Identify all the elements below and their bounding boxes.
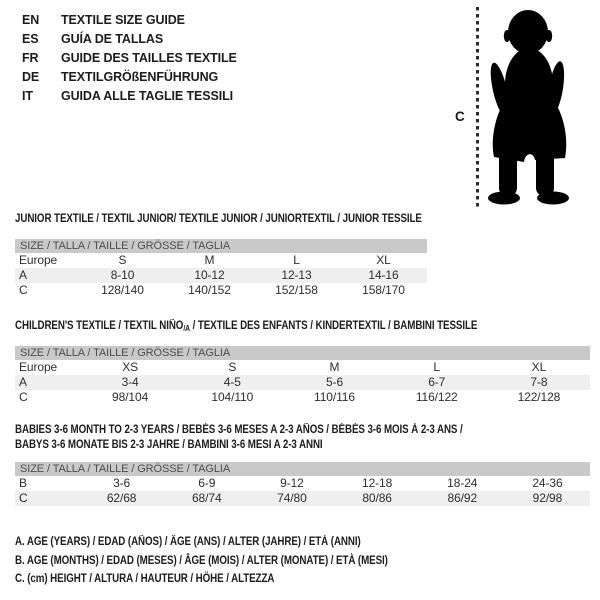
age-cell: 6-7 [428,375,446,389]
size-cell: L [293,253,300,267]
age-cell: 4-5 [223,375,241,389]
height-cell: 80/86 [362,491,392,505]
height-cell: 140/152 [188,283,231,297]
table-row-age [15,375,590,390]
junior-section-title: JUNIOR TEXTILE / TEXTIL JUNIOR/ TEXTILE JUNIOR / JUNIORTEXTIL / JUNIOR TESSILE [15,213,422,225]
language-row-de [22,67,237,86]
legend-line-c: C. (cm) HEIGHT / ALTURA / HAUTEUR / HÖHE / ALTEZZA [15,573,275,585]
months-cell: 12-18 [362,476,393,490]
legend-line-a: A. AGE (YEARS) / EDAD (AÑOS) / ÂGE (ANS) / ALTER (JAHRE) / ETÀ (ANNI) [15,536,361,548]
junior-size-table [15,239,427,298]
language-title: TEXTILGRÖßENFÜHRUNG [61,69,219,84]
language-code: DE [22,69,40,84]
months-cell: 6-9 [198,476,216,490]
age-cell: 14-16 [368,268,399,282]
row-label: Europe [19,360,58,374]
height-cell: 92/98 [532,491,563,505]
language-code: IT [22,88,33,103]
table-row-europe [15,253,427,268]
months-cell: 18-24 [447,476,478,490]
size-cell: S [118,253,127,267]
height-measure-dashed-line [476,7,479,208]
legend-line-b: B. AGE (MONTHS) / EDAD (MESES) / ÂGE (MOIS) / ALTER (MONATE) / ETÀ (MESI) [15,554,388,567]
row-label: C [19,390,28,404]
language-code: ES [22,31,39,46]
age-cell: 3-4 [121,375,139,389]
legend [15,533,388,589]
language-list [22,10,237,105]
language-row-it [22,86,237,105]
size-cell: S [228,360,237,374]
table-row-height [15,491,590,506]
language-code: FR [22,50,39,65]
height-cell: 104/110 [211,390,254,404]
age-cell: 10-12 [194,268,225,282]
babies-title-line2: BABYS 3-6 MONATE BIS 2-3 JAHRE / BAMBINI 3-6 MESI A 2-3 ANNI [15,439,323,451]
language-title: GUIDE DES TAILLES TEXTILE [61,50,237,65]
age-cell: 7-8 [530,375,548,389]
language-title: TEXTILE SIZE GUIDE [61,12,185,27]
babies-size-table [15,462,590,506]
children-section-title [15,320,477,333]
months-cell: 3-6 [113,476,131,490]
months-cell: 9-12 [280,476,304,490]
row-label: C [19,491,28,505]
height-cell: 62/68 [106,491,137,505]
height-cell: 116/122 [415,390,458,404]
height-cell: 86/92 [447,491,478,505]
table-row-months [15,476,590,491]
height-cell: 158/170 [362,283,405,297]
age-cell: 8-10 [110,268,135,282]
height-cell: 152/158 [275,283,318,297]
height-cell: 110/116 [314,390,355,404]
language-title: GUÍA DE TALLAS [61,31,164,46]
age-cell: 12-13 [281,268,312,282]
size-header-band: SIZE / TALLA / TAILLE / GRÖSSE / TAGLIA [15,462,590,476]
babies-section-title [15,423,463,453]
size-cell: M [329,360,340,374]
language-row-en [22,10,237,29]
months-cell: 24-36 [532,476,563,490]
row-label: A [19,375,27,389]
children-title-text: / TEXTILE DES ENFANTS / KINDERTEXTIL / BAMBINI TESSILE [189,320,478,332]
row-label: C [19,283,28,297]
size-cell: XL [376,253,391,267]
row-label: B [19,476,27,490]
height-cell: 122/128 [517,390,561,404]
size-cell: M [204,253,215,267]
table-row-height [15,390,590,405]
age-cell: 5-6 [325,375,344,389]
row-label: A [19,268,27,282]
height-measure-label: C [455,109,465,124]
children-title-text: CHILDREN'S TEXTILE / TEXTIL NIÑO [15,320,184,332]
language-row-fr [22,48,237,67]
table-row-age [15,268,427,283]
size-cell: L [433,360,440,374]
language-row-es [22,29,237,48]
size-cell: XS [122,360,138,374]
baby-silhouette-icon [485,8,573,206]
row-label: Europe [19,253,58,267]
height-cell: 74/80 [277,491,307,505]
language-title: GUIDA ALLE TAGLIE TESSILI [61,88,234,103]
size-header-band: SIZE / TALLA / TAILLE / GRÖSSE / TAGLIA [15,346,590,360]
children-title-subscript: /A [183,324,190,333]
height-cell: 128/140 [101,283,144,297]
table-row-europe [15,360,590,375]
height-cell: 98/104 [112,390,149,404]
table-row-height [15,283,427,298]
size-header-band: SIZE / TALLA / TAILLE / GRÖSSE / TAGLIA [15,239,427,253]
language-code: EN [22,12,40,27]
babies-title-line1: BABIES 3-6 MONTH TO 2-3 YEARS / BEBÉS 3-6 MESES A 2-3 AÑOS / BÉBÉS 3-6 MOIS À 2-3 ANS / [15,424,463,436]
children-size-table [15,346,590,405]
height-cell: 68/74 [191,491,222,505]
size-cell: XL [531,360,547,374]
